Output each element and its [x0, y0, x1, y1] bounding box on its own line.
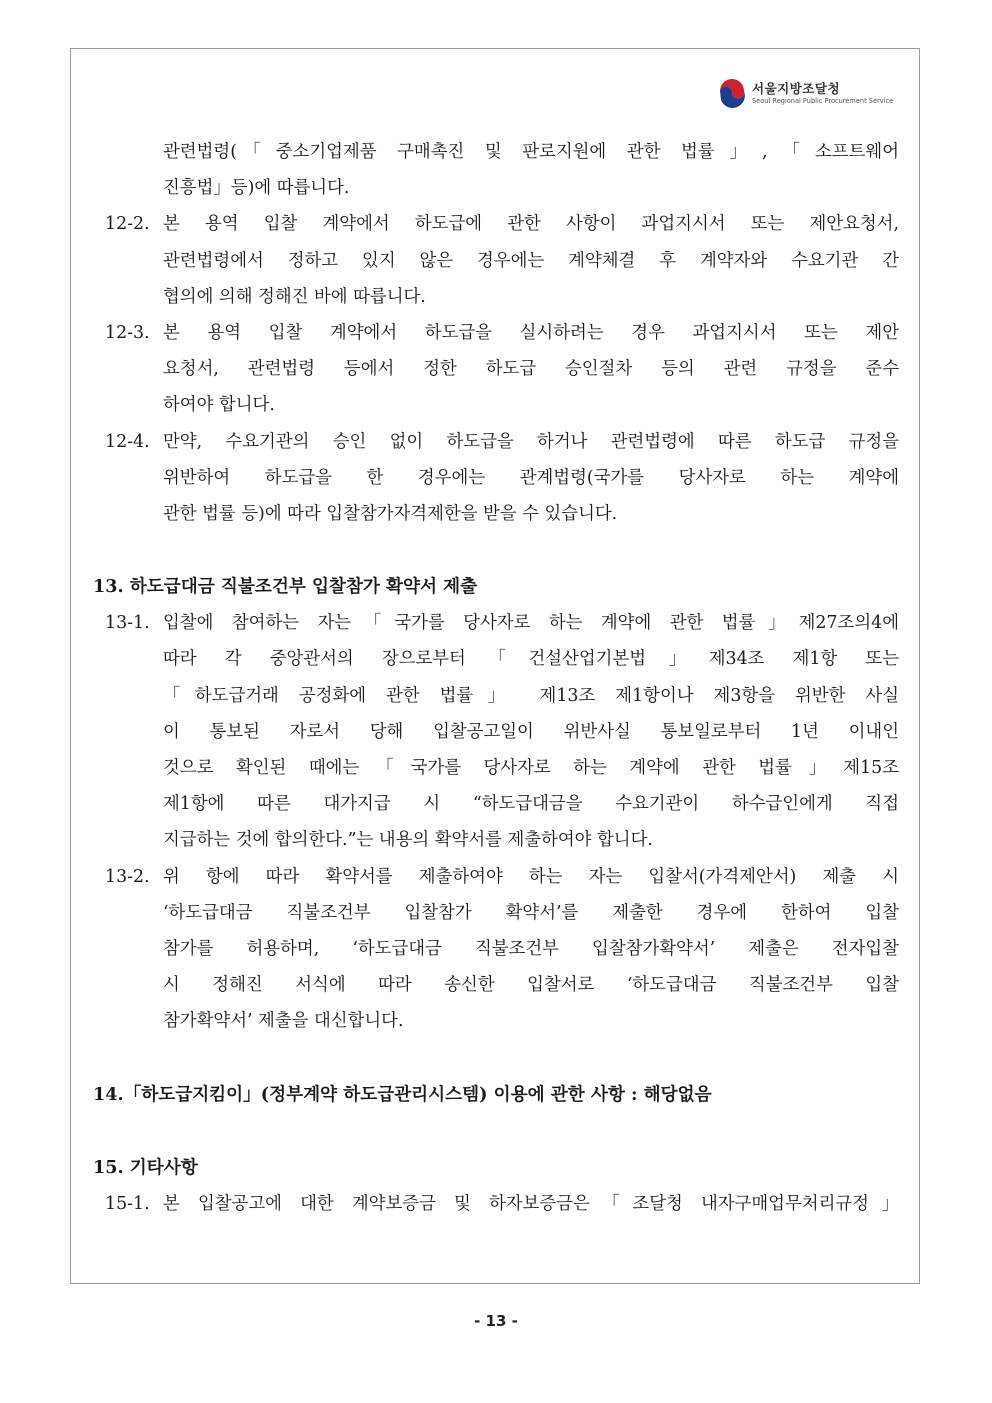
item-12-4	[93, 424, 899, 533]
text-line: 요청서, 관련법령 등에서 정한 하도급 승인절차 등의 관련 규정을 준수	[163, 359, 899, 380]
text-line: 만약, 수요기관의 승인 없이 하도급을 하거나 관련법령에 따른 하도급 규정을	[163, 431, 899, 452]
item-15-1	[93, 1186, 899, 1222]
item-13-2	[93, 859, 899, 1040]
text-line: 협의에 의해 정해진 바에 따릅니다.	[163, 286, 426, 307]
section-14-heading: 14.「하도급지킴이」(정부계약 하도급관리시스템) 이용에 관한 사항 : 해당없음	[93, 1083, 712, 1105]
text-line: 하여야 합니다.	[163, 395, 275, 416]
text-line: 제1항에 따른 대가지급 시 “하도급대금을 수요기관이 하수급인에게 직접	[163, 794, 899, 815]
text-line: 본 용역 입찰 계약에서 하도급을 실시하려는 경우 과업지시서 또는 제안	[163, 322, 899, 343]
text-line: 참가를 허용하며, ‘하도급대금 직불조건부 입찰참가확약서’ 제출은 전자입찰	[163, 938, 899, 959]
item-13-1	[93, 605, 899, 858]
document-body	[93, 134, 899, 1222]
intro-paragraph	[93, 134, 899, 206]
item-number: 13-2.	[105, 866, 150, 887]
org-logo	[716, 76, 896, 112]
text-line: 본 용역 입찰 계약에서 하도급에 관한 사항이 과업지시서 또는 제안요청서,	[163, 214, 899, 235]
text-line: 진흥법」등)에 따릅니다.	[163, 178, 350, 199]
item-number: 12-3.	[105, 322, 150, 343]
item-number: 15-1.	[105, 1193, 150, 1214]
text-line: 따라 각 중앙관서의 장으로부터「건설산업기본법」제34조 제1항 또는	[163, 649, 899, 670]
item-12-3	[93, 315, 899, 424]
item-number: 12-2.	[105, 214, 150, 235]
text-line: 이 통보된 자로서 당해 입찰공고일이 위반사실 통보일로부터 1년 이내인	[163, 721, 899, 742]
text-line: 관련법령에서 정하고 있지 않은 경우에는 계약체결 후 계약자와 수요기관 간	[163, 250, 899, 271]
text-line: 위 항에 따라 확약서를 제출하여야 하는 자는 입찰서(가격제안서) 제출 시	[163, 866, 899, 887]
taegeuk-emblem-icon	[716, 78, 748, 110]
text-line: 참가확약서’ 제출을 대신합니다.	[163, 1011, 404, 1032]
text-line: ‘하도급대금 직불조건부 입찰참가 확약서’를 제출한 경우에 한하여 입찰	[163, 902, 899, 923]
item-number: 13-1.	[105, 613, 150, 634]
text-line: 입찰에 참여하는 자는「국가를 당사자로 하는 계약에 관한 법률」제27조의4에	[163, 613, 899, 634]
item-number: 12-4.	[105, 431, 150, 452]
text-line: 본 입찰공고에 대한 계약보증금 및 하자보증금은「조달청 내자구매업무처리규정」	[163, 1193, 899, 1214]
text-line: 시 정해진 서식에 따라 송신한 입찰서로 ‘하도급대금 직불조건부 입찰	[163, 975, 899, 996]
text-line: 「하도급거래 공정화에 관한 법률」 제13조 제1항이나 제3항을 위반한 사실	[163, 685, 899, 706]
org-name-korean: 서울지방조달청	[752, 81, 841, 96]
text-line: 것으로 확인된 때에는「국가를 당사자로 하는 계약에 관한 법률」제15조	[163, 758, 899, 778]
text-line: 지급하는 것에 합의한다.”는 내용의 확약서를 제출하여야 합니다.	[163, 830, 653, 851]
org-name-english: Seoul Regional Public Procurement Service	[752, 97, 894, 105]
page-number: - 13 -	[474, 1312, 518, 1330]
item-12-2	[93, 206, 899, 315]
text-line: 관한 법률 등)에 따라 입찰참가자격제한을 받을 수 있습니다.	[163, 503, 618, 524]
text-line: 관련법령(「중소기업제품 구매촉진 및 판로지원에 관한 법률」,「소프트웨어	[163, 142, 899, 162]
text-line: 위반하여 하도급을 한 경우에는 관계법령(국가를 당사자로 하는 계약에	[163, 467, 899, 488]
section-13-heading: 13. 하도급대금 직불조건부 입찰참가 확약서 제출	[93, 576, 478, 598]
section-15-heading: 15. 기타사항	[93, 1156, 198, 1178]
